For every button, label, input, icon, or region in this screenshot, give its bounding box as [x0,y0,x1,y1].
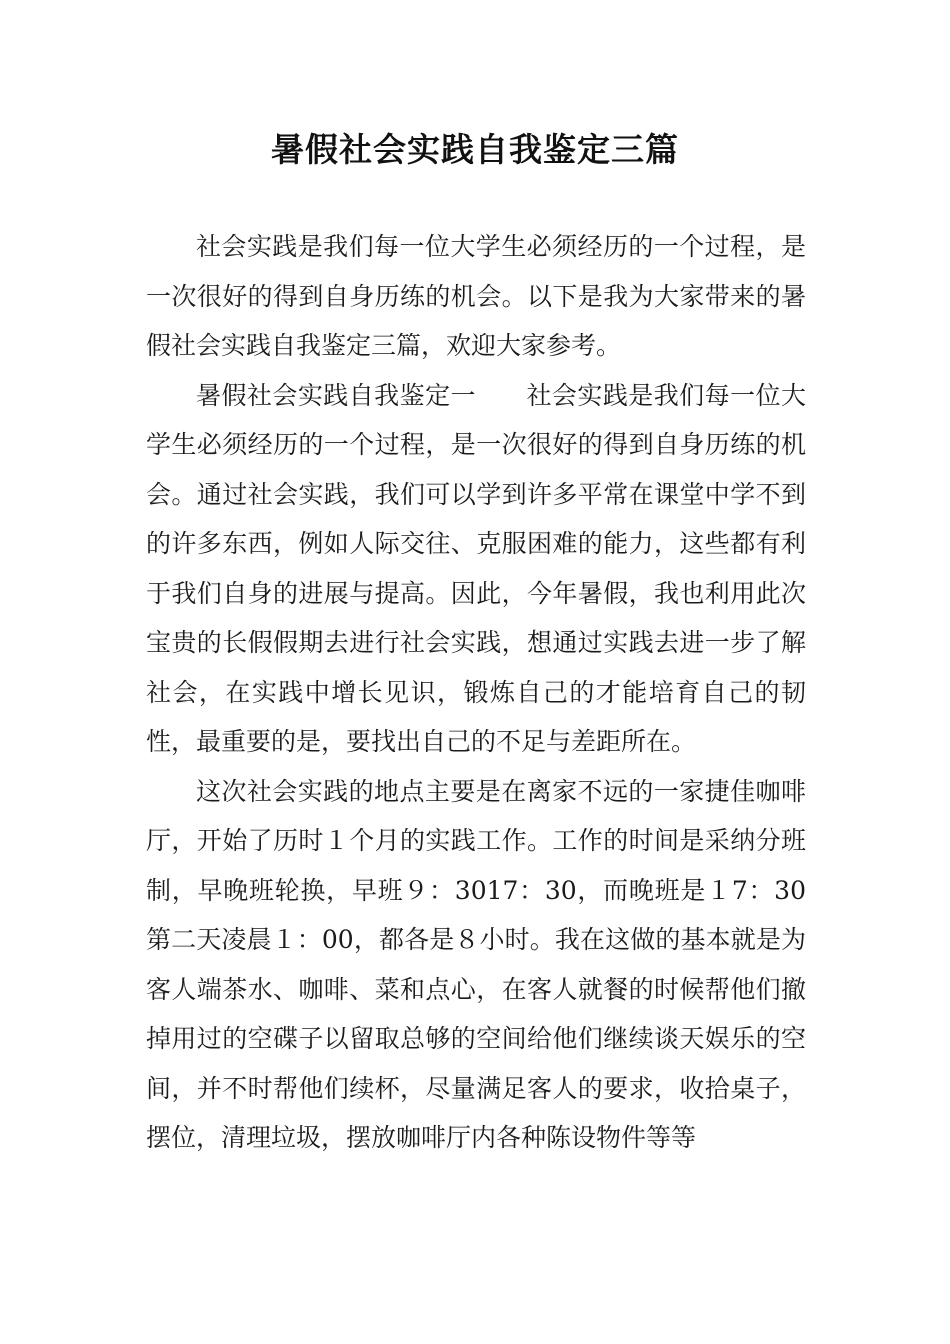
section-one-heading: 暑假社会实践自我鉴定一 [196,380,476,410]
section-one-paragraph-2: 这次社会实践的地点主要是在离家不远的一家捷佳咖啡厅，开始了历时１个月的实践工作。工作的时间是采纳分班制，早晚班轮换，早班９：3017：30，而晚班是１7：30第二天凌晨１：00，都各是８小时。我在这做的基本就是为客人端茶水、咖啡、菜和点心，在客人就餐的时候帮他们撤掉用过的空碟子以留取总够的空间给他们继续谈天娱乐的空间，并不时帮他们续杯，尽量满足客人的要求，收拾桌子，摆位，清理垃圾，摆放咖啡厅内各种陈设物件等等 [146,776,806,1152]
section-one-text: 社会实践是我们每一位大学生必须经历的一个过程，是一次很好的得到自身历练的机会。通过社会实践，我们可以学到许多平常在课堂中学不到的许多东西，例如人际交往、克服困难的能力，这些都有利于我们自身的进展与提高。因此，今年暑假，我也利用此次宝贵的长假假期去进行社会实践，想通过实践去进一步了解社会，在实践中增长见识，锻炼自己的才能培育自己的韧性，最重要的是，要找出自己的不足与差距所在。 [146,380,806,756]
section-one-paragraph [146,371,806,767]
document-body [146,222,806,1163]
intro-paragraph: 社会实践是我们每一位大学生必须经历的一个过程，是一次很好的得到自身历练的机会。以下是我为大家带来的暑假社会实践自我鉴定三篇，欢迎大家参考。 [146,232,806,360]
page-title: 暑假社会实践自我鉴定三篇 [271,130,679,169]
